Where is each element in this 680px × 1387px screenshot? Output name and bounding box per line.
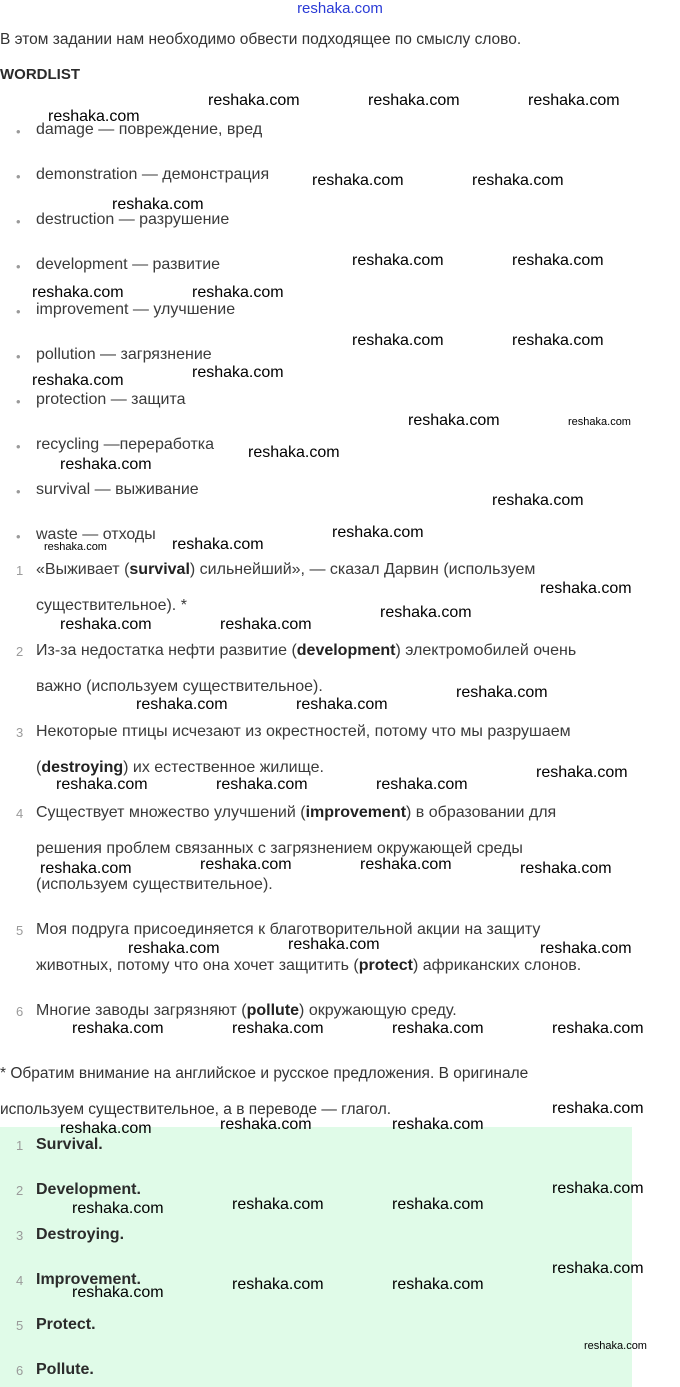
sentence-line <box>36 804 556 822</box>
sentence-text: существительное). * <box>36 597 187 614</box>
sentence-line <box>36 561 535 579</box>
wordlist-item: development — развитие <box>36 256 221 273</box>
sentence-line <box>36 876 273 894</box>
sentence-line <box>36 759 324 777</box>
bullet-icon: • <box>16 169 21 184</box>
sentence-text: (используем существительное). <box>36 876 273 893</box>
watermark: reshaka.com <box>248 444 340 461</box>
note-line-2: используем существительное, а в переводе — глагол. <box>0 1101 392 1118</box>
watermark: reshaka.com <box>172 536 264 553</box>
sentence-keyword: pollute <box>246 1002 300 1019</box>
sentence-text: ) в образовании для <box>406 804 557 821</box>
answer-number: 6 <box>16 1363 24 1378</box>
watermark: reshaka.com <box>32 284 124 301</box>
bullet-icon: • <box>16 259 21 274</box>
watermark: reshaka.com <box>60 1120 152 1137</box>
wordlist-item: protection — защита <box>36 391 186 408</box>
watermark: reshaka.com <box>232 1020 324 1037</box>
sentence-line <box>36 723 571 741</box>
bullet-icon: • <box>16 214 21 229</box>
watermark: reshaka.com <box>360 856 452 873</box>
wordlist-item: destruction — разрушение <box>36 211 230 228</box>
sentence-text: ) электромобилей очень <box>395 642 577 659</box>
watermark: reshaka.com <box>32 372 124 389</box>
answer-text: Destroying. <box>36 1226 125 1243</box>
sentence-text: Существует множество улучшений ( <box>36 804 306 821</box>
watermark: reshaka.com <box>208 92 300 109</box>
watermark: reshaka.com <box>392 1196 484 1213</box>
sentence-text: Многие заводы загрязняют ( <box>36 1002 247 1019</box>
sentence-number: 4 <box>16 806 24 821</box>
sentence-text: Моя подруга присоединяется к благотворительной акции на защиту <box>36 921 541 938</box>
watermark: reshaka.com <box>456 684 548 701</box>
watermark: reshaka.com <box>72 1020 164 1037</box>
sentence-keyword: improvement <box>305 804 407 821</box>
watermark: reshaka.com <box>72 1284 164 1301</box>
watermark: reshaka.com <box>48 108 140 125</box>
answers-box <box>0 1127 632 1387</box>
bullet-icon: • <box>16 304 21 319</box>
watermark: reshaka.com <box>60 616 152 633</box>
watermark: reshaka.com <box>192 284 284 301</box>
sentence-keyword: destroying <box>41 759 124 776</box>
sentence-text: Некоторые птицы исчезают из окрестностей, потому что мы разрушаем <box>36 723 571 740</box>
answer-number: 4 <box>16 1273 24 1288</box>
watermark: reshaka.com <box>492 492 584 509</box>
watermark: reshaka.com <box>112 196 204 213</box>
watermark: reshaka.com <box>72 1200 164 1217</box>
watermark: reshaka.com <box>220 1116 312 1133</box>
sentence-text: ( <box>36 759 42 776</box>
sentence-line <box>36 678 323 696</box>
answer-text: Development. <box>36 1181 141 1198</box>
watermark: reshaka.com <box>56 776 148 793</box>
watermark: reshaka.com <box>520 860 612 877</box>
watermark: reshaka.com <box>408 412 500 429</box>
wordlist-item: pollution — загрязнение <box>36 346 212 363</box>
watermark: reshaka.com <box>528 92 620 109</box>
watermark: reshaka.com <box>392 1276 484 1293</box>
watermark: reshaka.com <box>40 860 132 877</box>
watermark: reshaka.com <box>536 764 628 781</box>
sentence-text: ) их естественное жилище. <box>123 759 324 776</box>
bullet-icon: • <box>16 124 21 139</box>
sentence-number: 5 <box>16 923 24 938</box>
watermark: reshaka.com <box>312 172 404 189</box>
sentence-text: «Выживает ( <box>36 561 130 578</box>
answer-text: Survival. <box>36 1136 103 1153</box>
sentence-text: решения проблем связанных с загрязнением окружающей среды <box>36 840 523 857</box>
watermark: reshaka.com <box>232 1276 324 1293</box>
site-title[interactable]: reshaka.com <box>297 0 383 17</box>
bullet-icon: • <box>16 394 21 409</box>
watermark: reshaka.com <box>392 1116 484 1133</box>
watermark: reshaka.com <box>192 364 284 381</box>
wordlist-item: survival — выживание <box>36 481 199 498</box>
watermark: reshaka.com <box>376 776 468 793</box>
wordlist-item: damage — повреждение, вред <box>36 121 263 138</box>
sentence-number: 6 <box>16 1004 24 1019</box>
wordlist-item: improvement — улучшение <box>36 301 236 318</box>
sentence-keyword: development <box>296 642 396 659</box>
watermark: reshaka.com <box>296 696 388 713</box>
sentence-line <box>36 642 576 660</box>
watermark: reshaka.com <box>288 936 380 953</box>
answer-number: 1 <box>16 1138 24 1153</box>
watermark: reshaka.com <box>368 92 460 109</box>
sentence-number: 3 <box>16 725 24 740</box>
answer-number: 2 <box>16 1183 24 1198</box>
sentence-number: 2 <box>16 644 24 659</box>
watermark: reshaka.com <box>352 332 444 349</box>
sentence-line <box>36 1002 457 1020</box>
sentence-line <box>36 597 187 615</box>
watermark: reshaka.com <box>540 580 632 597</box>
watermark: reshaka.com <box>220 616 312 633</box>
watermark: reshaka.com <box>200 856 292 873</box>
watermark: reshaka.com <box>136 696 228 713</box>
sentence-text: ) африканских слонов. <box>412 957 582 974</box>
sentence-text: ) сильнейший», — сказал Дарвин (используем <box>189 561 536 578</box>
answer-number: 3 <box>16 1228 24 1243</box>
sentence-number: 1 <box>16 563 24 578</box>
note-line-1: * Обратим внимание на английское и русское предложения. В оригинале <box>0 1065 529 1082</box>
watermark: reshaka.com <box>380 604 472 621</box>
watermark: reshaka.com <box>552 1020 644 1037</box>
watermark: reshaka.com <box>216 776 308 793</box>
wordlist-item: waste — отходы <box>36 526 156 543</box>
sentence-text: животных, потому что она хочет защитить ( <box>36 957 359 974</box>
watermark: reshaka.com <box>552 1260 644 1277</box>
watermark: reshaka.com <box>392 1020 484 1037</box>
watermark: reshaka.com <box>60 456 152 473</box>
watermark: reshaka.com <box>540 940 632 957</box>
bullet-icon: • <box>16 484 21 499</box>
watermark: reshaka.com <box>552 1180 644 1197</box>
intro-text: В этом задании нам необходимо обвести подходящее по смыслу слово. <box>0 31 522 48</box>
wordlist-item: recycling —переработка <box>36 436 215 453</box>
watermark: reshaka.com <box>512 332 604 349</box>
answer-text: Pollute. <box>36 1361 94 1378</box>
sentence-keyword: protect <box>358 957 413 974</box>
sentence-line <box>36 957 581 975</box>
watermark-small: reshaka.com <box>44 541 107 553</box>
watermark-small: reshaka.com <box>568 416 631 428</box>
watermark: reshaka.com <box>232 1196 324 1213</box>
sentence-keyword: survival <box>129 561 190 578</box>
watermark-small: reshaka.com <box>584 1340 647 1352</box>
sentence-text: ) окружающую среду. <box>299 1002 457 1019</box>
watermark: reshaka.com <box>512 252 604 269</box>
wordlist-item: demonstration — демонстрация <box>36 166 270 183</box>
answer-text: Improvement. <box>36 1271 141 1288</box>
sentence-text: важно (используем существительное). <box>36 678 323 695</box>
watermark: reshaka.com <box>352 252 444 269</box>
watermark: reshaka.com <box>128 940 220 957</box>
bullet-icon: • <box>16 439 21 454</box>
watermark: reshaka.com <box>552 1100 644 1117</box>
wordlist-title: WORDLIST <box>0 66 80 83</box>
bullet-icon: • <box>16 349 21 364</box>
sentence-text: Из-за недостатка нефти развитие ( <box>36 642 297 659</box>
answer-text: Protect. <box>36 1316 96 1333</box>
watermark: reshaka.com <box>472 172 564 189</box>
watermark: reshaka.com <box>332 524 424 541</box>
answer-number: 5 <box>16 1318 24 1333</box>
bullet-icon: • <box>16 529 21 544</box>
